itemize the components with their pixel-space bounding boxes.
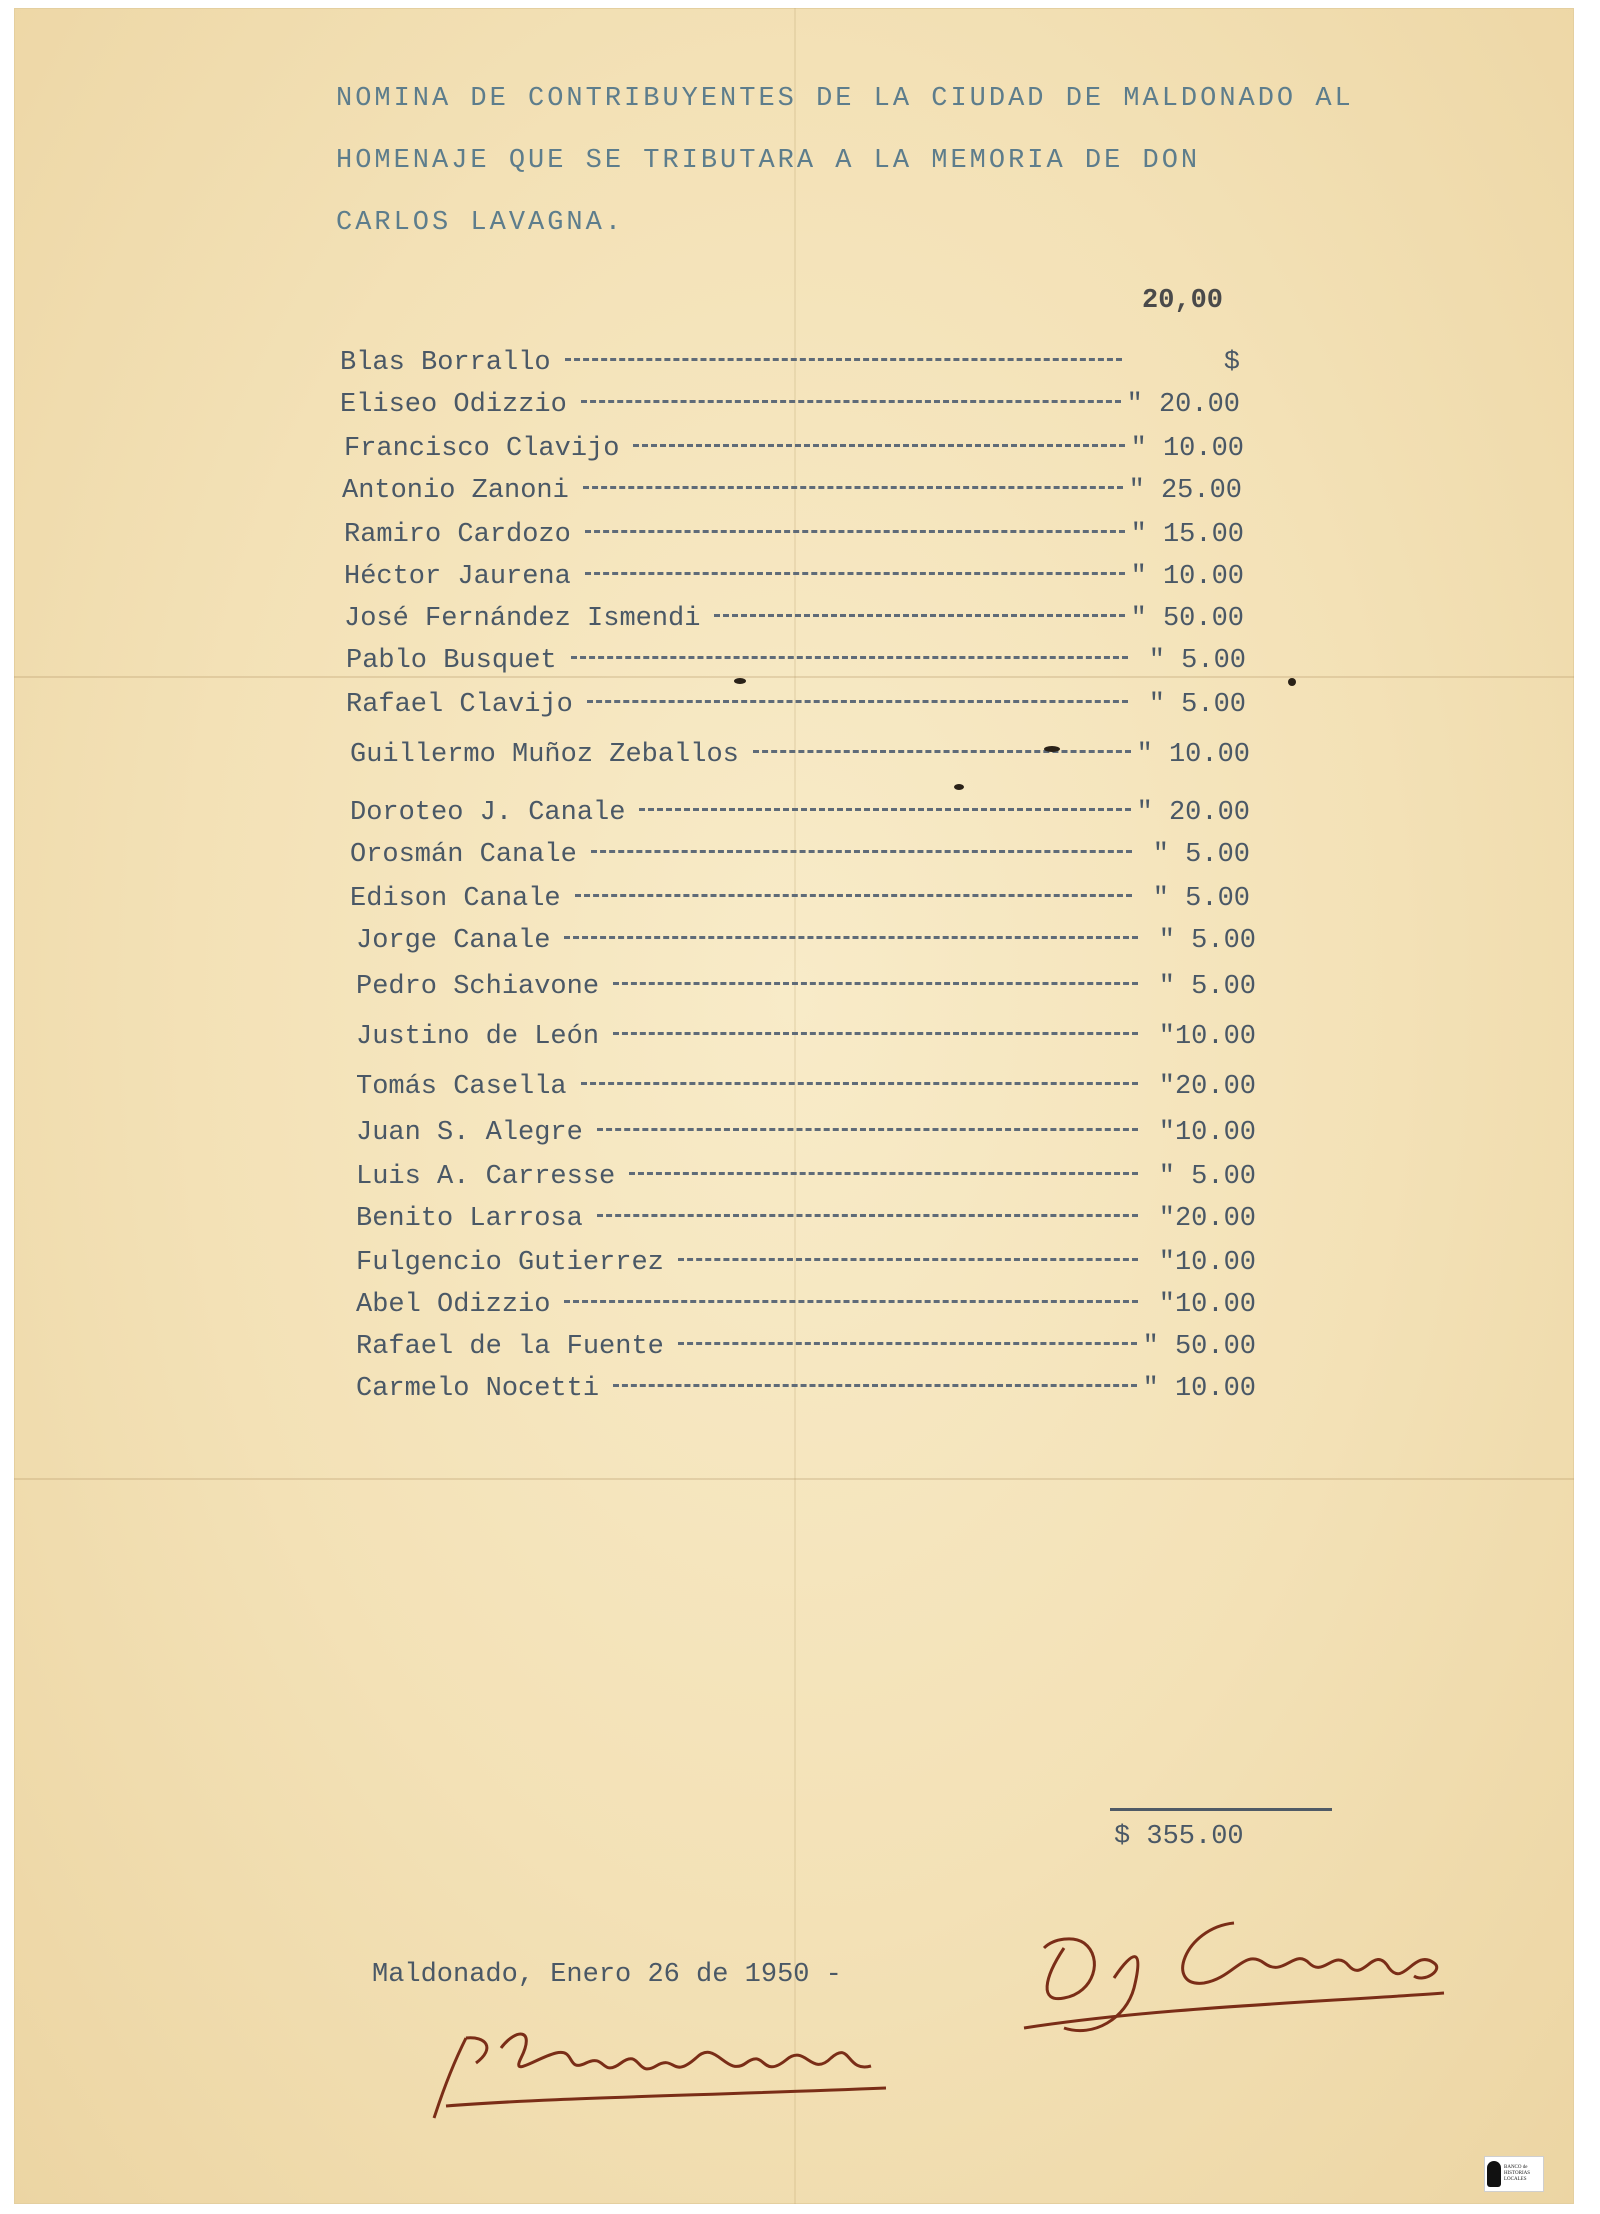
dash-leader [585,530,1125,533]
archive-stamp [1484,2156,1544,2192]
dash-leader [633,444,1124,447]
contribution-amount: " 20.00 [1136,798,1250,828]
contributor-name: Rafael Clavijo [346,690,573,720]
contributor-row [344,434,1244,464]
stamp-line-1: BANCO de [1504,2165,1528,2170]
contribution-amount: " 5.00 [1148,646,1246,676]
contribution-amount: " 5.00 [1158,926,1256,956]
contribution-amount: " 15.00 [1130,520,1244,550]
contributor-row [350,840,1250,870]
dash-leader [714,614,1124,617]
dash-leader [585,572,1125,575]
title-line-1: NOMINA DE CONTRIBUYENTES DE LA CIUDAD DE MALDONADO AL [336,84,1354,114]
ink-spot [734,678,746,684]
contributor-row [346,646,1246,676]
overwritten-amount: 20,00 [1142,286,1224,316]
dash-leader [591,850,1132,853]
contributor-row [356,972,1256,1002]
contributor-name: Héctor Jaurena [344,562,571,592]
contributor-row [350,798,1250,828]
contributor-name: Eliseo Odizzio [340,390,567,420]
contribution-amount: " 10.00 [1136,740,1250,770]
contributor-name: Tomás Casella [356,1072,567,1102]
contribution-amount: " 10.00 [1130,434,1244,464]
contributor-name: Rafael de la Fuente [356,1332,664,1362]
contributor-row [344,520,1244,550]
contributor-name: Francisco Clavijo [344,434,620,464]
dash-leader [613,1384,1137,1387]
contributor-name: Antonio Zanoni [342,476,569,506]
contribution-amount: "10.00 [1158,1118,1256,1148]
title-line-2: HOMENAJE QUE SE TRIBUTARA A LA MEMORIA DE DON [336,146,1201,176]
dash-leader [565,358,1122,361]
dash-leader [587,700,1128,703]
contributor-row [344,604,1244,634]
contributor-row [342,476,1242,506]
contribution-amount: " 50.00 [1142,1332,1256,1362]
dash-leader [678,1342,1137,1345]
contributor-name: Pablo Busquet [346,646,557,676]
contributor-row [356,1374,1256,1404]
contributor-name: Juan S. Alegre [356,1118,583,1148]
contributor-row [356,1248,1256,1278]
dash-leader [613,1032,1138,1035]
contributor-name: Benito Larrosa [356,1204,583,1234]
contributor-row [340,390,1240,420]
contributor-name: Abel Odizzio [356,1290,551,1320]
contributor-row [356,1162,1256,1192]
dash-leader [753,750,1131,753]
contribution-amount: " 5.00 [1158,1162,1256,1192]
contribution-amount: "20.00 [1158,1204,1256,1234]
contributor-row [356,926,1256,956]
fold-crease [794,8,796,2204]
dash-leader [581,400,1121,403]
contribution-amount: " 20.00 [1126,390,1240,420]
dash-leader [597,1128,1138,1131]
dash-leader [629,1172,1138,1175]
dash-leader [564,936,1138,939]
contributor-name: Luis A. Carresse [356,1162,616,1192]
signature-left [426,2018,906,2128]
contributor-name: Justino de León [356,1022,600,1052]
contribution-amount: "10.00 [1158,1022,1256,1052]
title-line-3: CARLOS LAVAGNA. [336,208,625,238]
dash-leader [571,656,1128,659]
dash-leader [678,1258,1138,1261]
contribution-amount: " 5.00 [1152,840,1250,870]
stamp-line-2: HISTORIAS [1504,2171,1531,2176]
contributor-row [356,1290,1256,1320]
stamp-line-3: LOCALES [1504,2177,1527,2182]
contributor-row [356,1022,1256,1052]
contribution-amount: " 5.00 [1148,690,1246,720]
archive-logo-icon [1487,2161,1501,2187]
contribution-amount: " 5.00 [1158,972,1256,1002]
total-rule [1110,1808,1332,1811]
contributor-row [350,884,1250,914]
document-sheet [14,8,1574,2204]
total-amount: $ 355.00 [1114,1822,1244,1852]
contribution-amount: $ [1223,348,1240,378]
dash-leader [583,486,1123,489]
contributor-row [346,690,1246,720]
signature-right [1004,1908,1464,2048]
dash-leader [613,982,1138,985]
document-title [336,68,1396,254]
contribution-amount: " 50.00 [1130,604,1244,634]
contribution-amount: "20.00 [1158,1072,1256,1102]
contributor-row [356,1072,1256,1102]
contributor-name: Pedro Schiavone [356,972,600,1002]
contributor-name: José Fernández Ismendi [344,604,701,634]
contributor-row [350,740,1250,770]
contributor-name: Fulgencio Gutierrez [356,1248,664,1278]
contributor-name: Ramiro Cardozo [344,520,571,550]
ink-spot [954,784,964,790]
contributor-name: Edison Canale [350,884,561,914]
contributor-name: Doroteo J. Canale [350,798,626,828]
contribution-amount: "10.00 [1158,1290,1256,1320]
ink-spot [1044,746,1060,752]
contributor-row [344,562,1244,592]
dash-leader [581,1082,1138,1085]
dash-leader [575,894,1132,897]
contribution-amount: " 10.00 [1142,1374,1256,1404]
dash-leader [564,1300,1138,1303]
dash-leader [639,808,1130,811]
contribution-amount: "10.00 [1158,1248,1256,1278]
contributor-row [356,1332,1256,1362]
date-line: Maldonado, Enero 26 de 1950 - [372,1960,842,1990]
contributor-name: Orosmán Canale [350,840,577,870]
contribution-amount: " 10.00 [1130,562,1244,592]
ink-spot [1288,678,1296,686]
dash-leader [597,1214,1138,1217]
contributor-name: Guillermo Muñoz Zeballos [350,740,739,770]
contributor-row [356,1118,1256,1148]
contribution-amount: " 5.00 [1152,884,1250,914]
contributor-name: Jorge Canale [356,926,551,956]
contributor-name: Blas Borrallo [340,348,551,378]
contributor-name: Carmelo Nocetti [356,1374,600,1404]
contributor-row [356,1204,1256,1234]
contributor-row [340,348,1240,378]
contribution-amount: " 25.00 [1128,476,1242,506]
